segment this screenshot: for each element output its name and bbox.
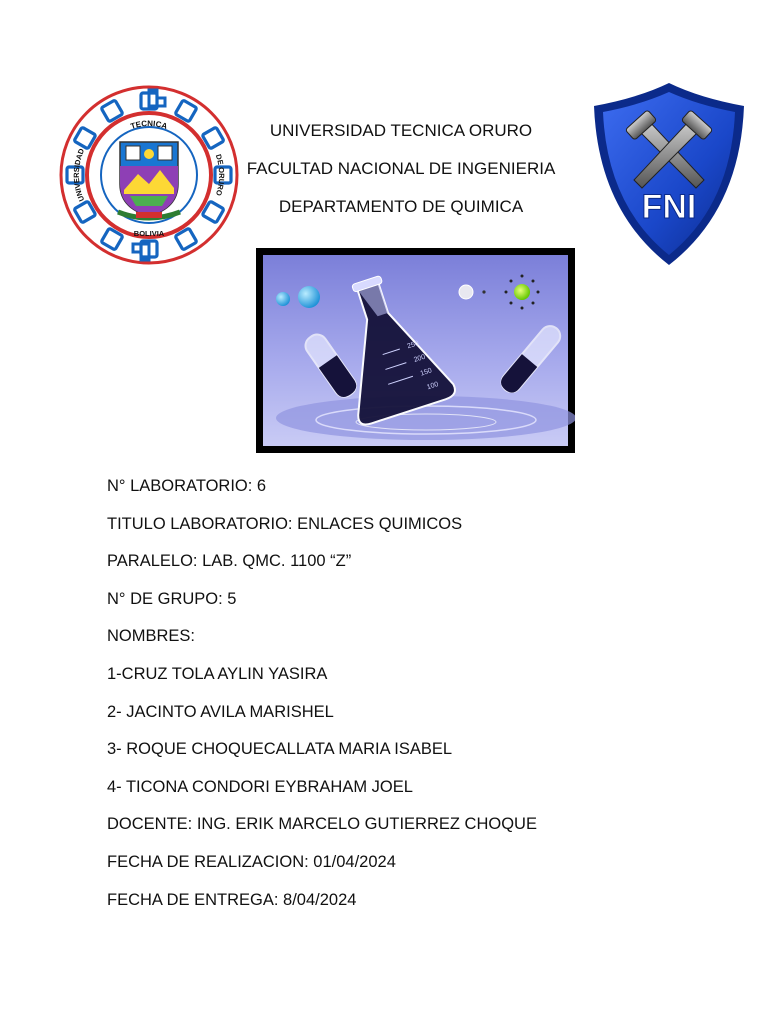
parallel: PARALELO: LAB. QMC. 1100 “Z” (107, 552, 352, 571)
names-label: NOMBRES: (107, 627, 196, 646)
lab-glassware-image (256, 248, 575, 453)
university-seal-logo (58, 84, 240, 266)
lab-info-block (107, 468, 727, 919)
seal-left-text: UNIVERSIDAD (71, 147, 87, 203)
seal-top-text: TECNICA (129, 118, 169, 132)
lab-number: N° LABORATORIO: 6 (107, 477, 267, 495)
seal-bottom-text: BOLIVIA (133, 229, 165, 238)
university-name: UNIVERSIDAD TECNICA ORURO (269, 121, 533, 140)
student-name-2: 2- JACINTO AVILA MARISHEL (107, 702, 334, 721)
fni-label: FNI (641, 188, 697, 226)
flask-mark-4: 100 (426, 380, 440, 392)
faculty-name: FACULTAD NACIONAL DE INGENIERIA (246, 159, 556, 178)
teacher-name: DOCENTE: ING. ERIK MARCELO GUTIERREZ CHOQUE (107, 815, 537, 834)
flask-mark-3: 150 (419, 367, 433, 378)
institution-header (240, 112, 562, 226)
department-name: DEPARTAMENTO DE QUIMICA (278, 197, 524, 216)
student-name-1: 1-CRUZ TOLA AYLIN YASIRA (107, 664, 328, 683)
group-number: N° DE GRUPO: 5 (107, 589, 237, 608)
flask-mark-2: 200 (413, 353, 427, 364)
student-name-3: 3- ROQUE CHOQUECALLATA MARIA ISABEL (107, 740, 453, 759)
student-name-4: 4- TICONA CONDORI EYBRAHAM JOEL (107, 777, 413, 796)
lab-title: TITULO LABORATORIO: ENLACES QUIMICOS (107, 514, 463, 533)
date-performed: FECHA DE REALIZACION: 01/04/2024 (107, 852, 396, 871)
seal-right-text: DE ORURO (213, 153, 227, 197)
fni-shield-logo (590, 80, 748, 268)
flask-mark-1: 250 (406, 340, 420, 351)
date-due: FECHA DE ENTREGA: 8/04/2024 (107, 890, 357, 909)
